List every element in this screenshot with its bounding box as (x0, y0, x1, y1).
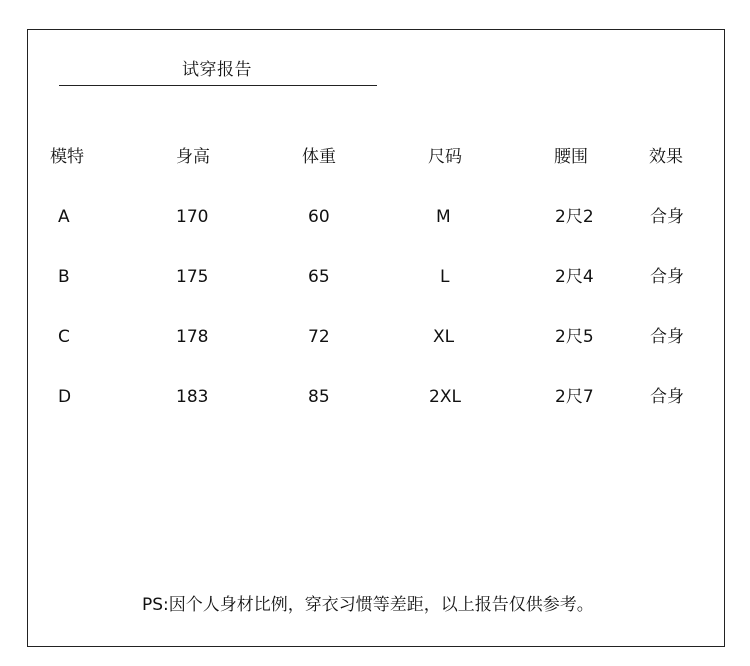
cell-fit: 合身 (650, 387, 684, 407)
header-model: 模特 (50, 147, 84, 167)
cell-fit: 合身 (650, 207, 684, 227)
cell-waist: 2尺5 (555, 327, 594, 347)
report-frame (27, 29, 725, 647)
cell-height: 170 (176, 207, 209, 227)
cell-fit: 合身 (650, 267, 684, 287)
cell-weight: 72 (308, 327, 330, 347)
header-fit: 效果 (649, 147, 683, 167)
header-waist: 腰围 (554, 147, 588, 167)
cell-model: B (58, 267, 70, 287)
cell-weight: 60 (308, 207, 330, 227)
cell-model: C (58, 327, 70, 347)
cell-size: M (436, 207, 451, 227)
report-title: 试穿报告 (182, 60, 252, 80)
cell-waist: 2尺4 (555, 267, 594, 287)
cell-waist: 2尺7 (555, 387, 594, 407)
cell-size: XL (433, 327, 455, 347)
cell-size: 2XL (429, 387, 461, 407)
header-weight: 体重 (302, 147, 336, 167)
cell-waist: 2尺2 (555, 207, 594, 227)
cell-weight: 65 (308, 267, 330, 287)
cell-height: 183 (176, 387, 209, 407)
cell-height: 178 (176, 327, 209, 347)
cell-size: L (440, 267, 450, 287)
cell-fit: 合身 (650, 327, 684, 347)
header-size: 尺码 (428, 147, 462, 167)
cell-model: D (58, 387, 72, 407)
title-underline (59, 85, 377, 86)
header-height: 身高 (176, 147, 210, 167)
cell-height: 175 (176, 267, 209, 287)
cell-weight: 85 (308, 387, 330, 407)
disclaimer-note: PS:因个人身材比例，穿衣习惯等差距，以上报告仅供参考。 (142, 595, 594, 615)
cell-model: A (58, 207, 70, 227)
